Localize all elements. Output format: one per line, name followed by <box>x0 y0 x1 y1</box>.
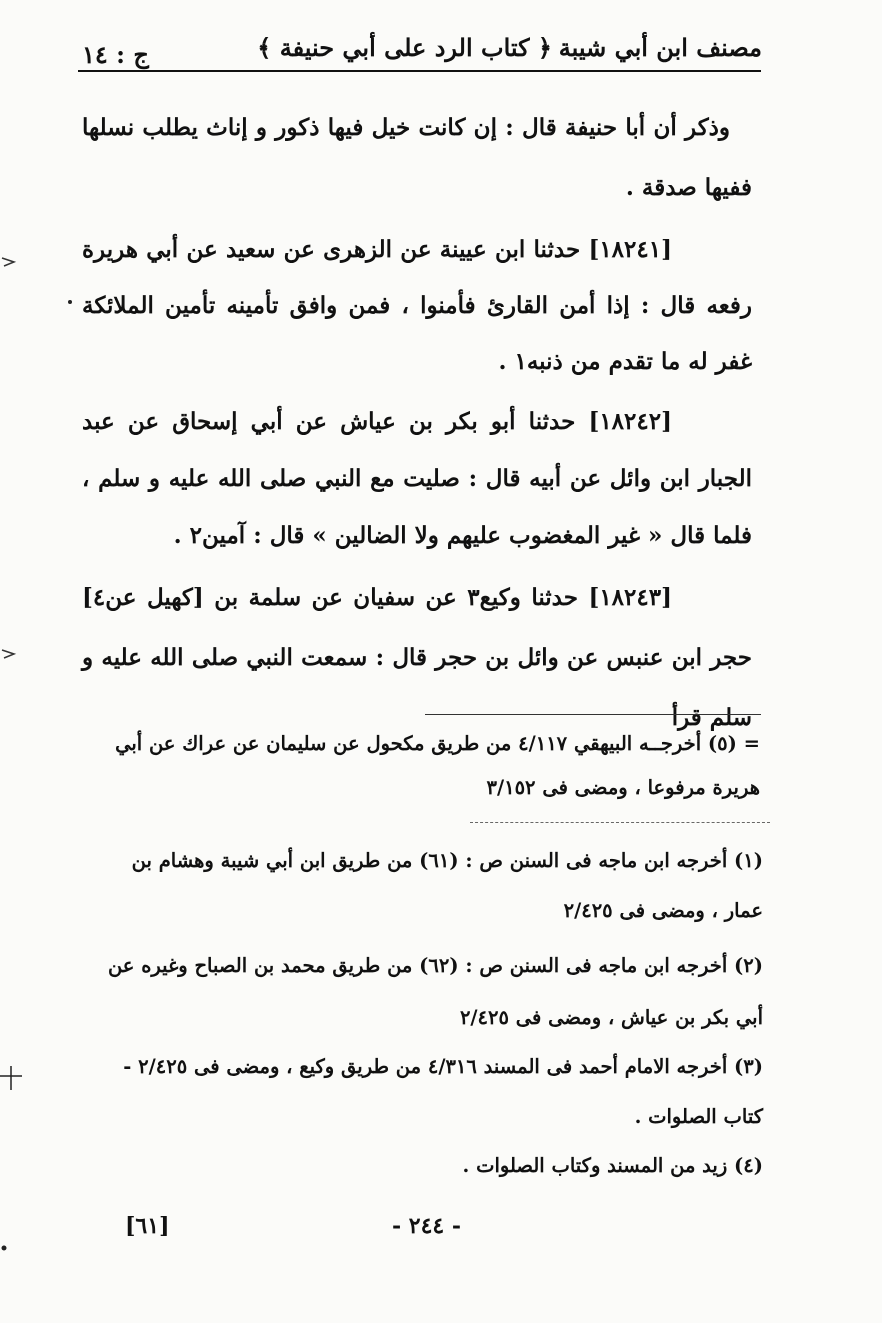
chapter-title: ﴿ كتاب الرد على أبي حنيفة ﴾ <box>257 33 552 62</box>
footnote-3: (٣) أخرجه الامام أحمد فى المسند ٤/٣١٦ من طريق وكيع ، ومضى فى ٢/٤٢٥ - كتاب الصلوات . <box>123 1055 763 1128</box>
margin-arrow-mark <box>2 258 14 266</box>
footnote-dashed-separator <box>470 822 770 823</box>
sheet-number: [٦١] <box>125 1213 170 1239</box>
margin-arrow-mark <box>2 650 14 658</box>
margin-cross-mark <box>0 1066 22 1090</box>
book-title: مصنف ابن أبي شيبة <box>558 33 762 62</box>
hadith-18241: [١٨٢٤١] حدثنا ابن عيينة عن الزهرى عن سعيد عن أبي هريرة رفعه قال : إذا أمن القارئ فأمنوا ، فمن وافق تأمينه تأمين الملائكة غفر له ما تقدم من ذنبه١ . <box>82 236 752 375</box>
footnote-2: (٢) أخرجه ابن ماجه فى السنن ص : (٦٢) من طريق محمد بن الصباح وغيره عن أبي بكر بن عياش ، ومضى فى ٢/٤٢٥ <box>107 954 763 1029</box>
margin-dot-mark <box>2 1246 7 1251</box>
margin-dot-mark <box>68 300 72 304</box>
footnote-4: (٤) زيد من المسند وكتاب الصلوات . <box>462 1154 763 1177</box>
hadith-18242: [١٨٢٤٢] حدثنا أبو بكر بن عياش عن أبي إسحاق عن عبد الجبار ابن وائل عن أبيه قال : صليت مع النبي صلى الله عليه و سلم ، فلما قال « غير المغضوب عليهم ولا الضالين » قال : آمين٢ . <box>82 408 752 549</box>
footnote-carryover: = (٥) أخرجــه البيهقي ٤/١١٧ من طريق مكحول عن سليمان عن عراك عن أبي هريرة مرفوعا ، ومضى فى ٣/١٥٢ <box>115 732 760 799</box>
header-rule <box>78 70 761 72</box>
page-number: - ٢٤٤ - <box>392 1213 462 1239</box>
volume-number: ج : ١٤ <box>82 40 149 69</box>
intro-paragraph: وذكر أن أبا حنيفة قال : إن كانت خيل فيها ذكور و إناث يطلب نسلها ففيها صدقة . <box>82 114 752 201</box>
hadith-18243: [١٨٢٤٣] حدثنا وكيع٣ عن سفيان عن سلمة بن [كهيل عن٤] حجر ابن عنبس عن وائل بن حجر قال : سمعت النبي صلى الله عليه و سلم قرأ <box>82 584 752 731</box>
footnote-1: (١) أخرجه ابن ماجه فى السنن ص : (٦١) من طريق ابن أبي شيبة وهشام بن عمار ، ومضى فى ٢/٤٢٥ <box>131 849 763 922</box>
footnote-separator <box>425 714 761 715</box>
